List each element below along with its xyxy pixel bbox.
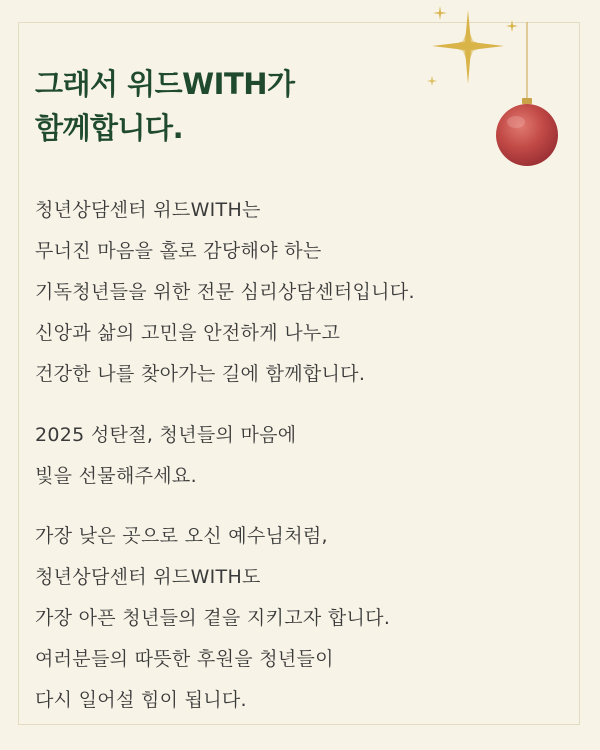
text-line: 빛을 선물해주세요. bbox=[35, 465, 197, 487]
text-line: 기독청년들을 위한 전문 심리상담센터입니다. bbox=[35, 281, 415, 303]
text-line: 다시 일어설 힘이 됩니다. bbox=[35, 689, 247, 711]
christmas-paragraph bbox=[35, 415, 296, 497]
christmas-ornament-icon bbox=[496, 22, 558, 166]
title-line: 그래서 위드WITH가 bbox=[35, 67, 295, 101]
title-line: 함께합니다. bbox=[35, 111, 184, 145]
text-line: 건강한 나를 찾아가는 길에 함께합니다. bbox=[35, 363, 366, 385]
intro-paragraph bbox=[35, 190, 415, 395]
text-line: 2025 성탄절, 청년들의 마음에 bbox=[35, 424, 297, 446]
support-paragraph bbox=[35, 516, 390, 721]
text-line: 무너진 마음을 홀로 감당해야 하는 bbox=[35, 240, 322, 262]
text-line: 청년상담센터 위드WITH도 bbox=[35, 566, 261, 588]
text-line: 가장 낮은 곳으로 오신 예수님처럼, bbox=[35, 525, 328, 547]
text-line: 여러분들의 따뜻한 후원을 청년들이 bbox=[35, 648, 334, 670]
christmas-decoration bbox=[420, 0, 600, 180]
text-line: 가장 아픈 청년들의 곁을 지키고자 합니다. bbox=[35, 607, 391, 629]
text-line: 청년상담센터 위드WITH는 bbox=[35, 199, 261, 221]
page-title bbox=[35, 62, 295, 150]
text-line: 신앙과 삶의 고민을 안전하게 나누고 bbox=[35, 322, 341, 344]
sparkle-star-icon bbox=[427, 6, 518, 86]
